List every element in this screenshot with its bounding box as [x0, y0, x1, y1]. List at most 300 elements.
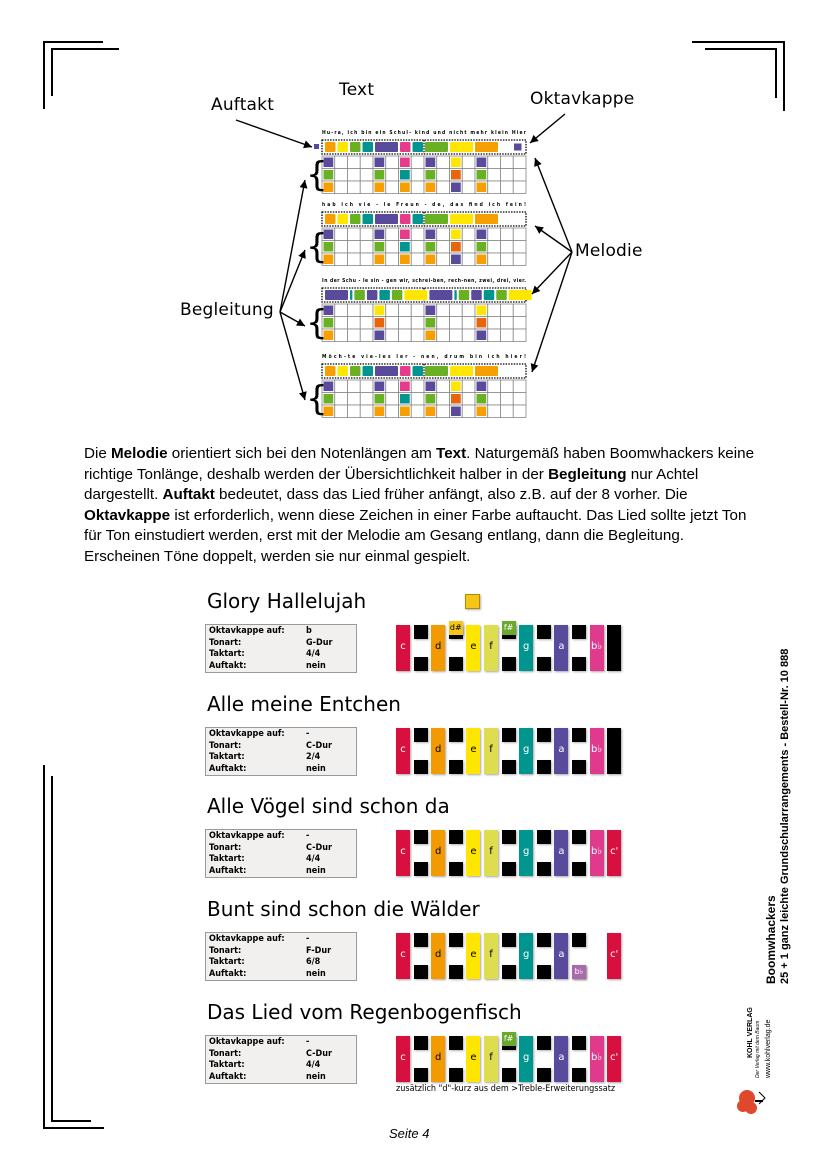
boomwhacker-e [466, 625, 480, 671]
para-text-5: bedeutet, dass das Lied früher anfängt, also z.B. auf der 8 vorher. Die [214, 486, 688, 503]
black-key [502, 728, 516, 742]
accomp-note [477, 255, 487, 265]
black-key [449, 933, 463, 947]
grid-cell [501, 380, 514, 393]
boomwhacker-c-high [607, 933, 621, 979]
explanation-paragraph [84, 444, 764, 567]
melody-note [435, 142, 449, 152]
sidebar-subtitle: 25 + 1 ganz leichte Grundschularrangements - Bestell-Nr. 10 888 [779, 648, 791, 984]
boomwhacker-e [466, 1036, 480, 1082]
note-label: d [435, 846, 442, 857]
note-label: c' [610, 949, 619, 960]
note-label: d [435, 1052, 442, 1063]
accomp-note [477, 158, 487, 168]
note-label: b♭ [591, 846, 603, 857]
note-label: a [558, 1052, 565, 1063]
note-label: c [400, 641, 406, 652]
black-key [572, 657, 586, 671]
publisher-slogan: Der Verlag mit dem Baum [755, 1020, 761, 1078]
grid-cell [462, 304, 475, 317]
grid-cell [462, 317, 475, 330]
info-value-taktart: 2/4 [306, 752, 321, 762]
note-label: e [470, 641, 477, 652]
grid-cell [501, 169, 514, 182]
boomwhacker-d [431, 1036, 445, 1082]
note-label: f [489, 1052, 493, 1063]
melody-note [484, 290, 495, 300]
song-note: zusätzlich "d"-kurz aus dem >Treble-Erweiterungssatz [396, 1084, 616, 1094]
boomwhacker-g [519, 933, 533, 979]
melody-note [385, 214, 399, 224]
black-key [572, 830, 586, 844]
grid-cell [399, 304, 412, 317]
boomwhacker-b-flat: b♭ [572, 965, 586, 979]
grid-cell [501, 181, 514, 194]
grid-cell [513, 317, 526, 330]
grid-cell [386, 169, 399, 182]
boomwhacker-bb-flat [590, 625, 604, 671]
boomwhacker-a [554, 728, 568, 774]
note-label: a [558, 949, 565, 960]
note-label: g [523, 1052, 530, 1063]
note-label: c' [610, 1052, 619, 1063]
frame-corner-bottom-left-outer-v [43, 765, 45, 1129]
note-label: b♭ [591, 744, 603, 755]
para-text-3: . Naturgemäß haben Boomwhackers keine richtige Tonlänge, deshalb werden der Übersichtlichkeit halber in der [84, 445, 755, 483]
melody-note [338, 214, 349, 224]
grid-cell [501, 405, 514, 418]
grid-cell [348, 181, 361, 194]
info-value-taktart: 4/4 [306, 1060, 321, 1070]
para-bold-melodie: Melodie [111, 445, 168, 462]
boomwhacker-c [396, 933, 410, 979]
grid-cell [360, 317, 373, 330]
grid-cell [462, 393, 475, 406]
note-label: b♭ [591, 1052, 603, 1063]
melody-note [338, 142, 349, 152]
black-key [572, 760, 586, 774]
grid-cell [335, 317, 348, 330]
info-key: Taktart: [209, 649, 245, 659]
note-label: c [400, 744, 406, 755]
grid-cell [513, 156, 526, 169]
accomp-note [477, 382, 487, 392]
info-key: Tonart: [209, 842, 242, 853]
black-key [537, 625, 551, 639]
info-value-tonart: C-Dur [306, 1048, 332, 1059]
grid-cell [386, 181, 399, 194]
black-key [414, 965, 428, 979]
black-key [449, 728, 463, 742]
melody-note [413, 366, 424, 376]
melody-note [325, 366, 336, 376]
grid-cell [501, 156, 514, 169]
brace-icon: { [306, 227, 328, 267]
grid-cell [501, 228, 514, 241]
note-label: c [400, 1052, 406, 1063]
arrow-melodie-2-head [535, 226, 544, 234]
melody-note [350, 214, 361, 224]
black-key [414, 657, 428, 671]
note-label: g [523, 846, 530, 857]
accomp-note [451, 158, 461, 168]
black-key [537, 657, 551, 671]
note-label: e [470, 1052, 477, 1063]
accomp-note [451, 242, 461, 252]
melody-note [400, 214, 411, 224]
info-value-oktavkappe: - [306, 831, 310, 841]
boomwhacker-c-high [607, 1036, 621, 1082]
grid-cell [437, 304, 450, 317]
grid-cell [411, 405, 424, 418]
melody-note [392, 290, 403, 300]
para-bold-text: Text [436, 445, 467, 462]
grid-cell [462, 169, 475, 182]
grid-cell [488, 304, 501, 317]
para-text-1: Die [84, 445, 112, 462]
accomp-note [477, 331, 487, 341]
boomwhacker-c-high [607, 830, 621, 876]
boomwhacker-d [431, 933, 445, 979]
boomwhacker-set [396, 625, 626, 671]
black-key [449, 1036, 463, 1050]
note-label: f [489, 949, 493, 960]
melody-note [425, 214, 436, 224]
accomp-note [451, 382, 461, 392]
grid-cell [399, 317, 412, 330]
info-value-auftakt: nein [306, 1071, 326, 1082]
frame-corner-bottom-left-inner-v [51, 776, 53, 1121]
accomp-note [375, 394, 385, 404]
black-key [572, 862, 586, 876]
oktavkappe-color-marker [465, 594, 480, 609]
accomp-note [426, 394, 436, 404]
note-label: a [558, 641, 565, 652]
black-key [449, 830, 463, 844]
arrow-auftakt [236, 120, 312, 147]
info-key: Oktavkappe auf: [209, 934, 285, 944]
song-title: Bunt sind schon die Wälder [207, 897, 480, 921]
melody-note [429, 290, 440, 300]
note-label: d [435, 949, 442, 960]
lyrics-line: hab ich vie - le Freun - de, das find ich fein! [322, 202, 526, 208]
label-oktavkappe: Oktavkappe [530, 89, 635, 109]
publisher-name: KOHL VERLAG [747, 1007, 754, 1058]
grid-cell [501, 241, 514, 254]
grid-cell [437, 241, 450, 254]
grid-cell [488, 253, 501, 266]
grid-cell [437, 156, 450, 169]
grid-cell [513, 380, 526, 393]
grid-cell [411, 329, 424, 342]
black-key [537, 830, 551, 844]
melody-note [450, 366, 461, 376]
page-number: Seite 4 [389, 1126, 430, 1141]
accomp-note [451, 407, 461, 417]
info-key: Tonart: [209, 740, 242, 751]
info-key: Taktart: [209, 957, 245, 967]
label-melodie: Melodie [575, 241, 643, 261]
boomwhacker-c [396, 830, 410, 876]
boomwhacker-a [554, 933, 568, 979]
grid-cell [437, 380, 450, 393]
black-key [502, 965, 516, 979]
grid-cell [513, 169, 526, 182]
boomwhacker-c [396, 625, 410, 671]
grid-cell [513, 228, 526, 241]
melody-note [325, 214, 336, 224]
melody-note [425, 366, 436, 376]
note-label: e [470, 949, 477, 960]
grid-cell [386, 317, 399, 330]
info-key: Oktavkappe auf: [209, 729, 285, 739]
info-value-tonart: F-Dur [306, 945, 332, 956]
lyrics-line: Möch-te vie-les ler - nen, drum bin ich hier! [322, 354, 526, 360]
black-key [414, 728, 428, 742]
boomwhacker-f [484, 625, 498, 671]
melody-note [435, 366, 449, 376]
accomp-note [426, 382, 436, 392]
grid-cell [360, 253, 373, 266]
sidebar-title: Boomwhackers [764, 895, 778, 984]
info-value-oktavkappe: - [306, 1037, 310, 1047]
melody-note [385, 366, 399, 376]
grid-cell [411, 317, 424, 330]
info-value-oktavkappe: - [306, 934, 310, 944]
melody-note [350, 366, 361, 376]
note-label: d [435, 641, 442, 652]
grid-cell [335, 169, 348, 182]
melody-note [375, 366, 386, 376]
note-label: c' [610, 846, 619, 857]
grid-cell [360, 181, 373, 194]
info-key: Tonart: [209, 637, 242, 648]
melody-note [350, 290, 352, 300]
grid-cell [488, 169, 501, 182]
melody-note [485, 366, 499, 376]
grid-cell [386, 380, 399, 393]
grid-cell [450, 317, 463, 330]
song-info-box [205, 624, 357, 673]
black-key [414, 862, 428, 876]
grid-cell [348, 329, 361, 342]
grid-cell [348, 156, 361, 169]
melody-note [414, 290, 428, 300]
melody-note [338, 366, 349, 376]
arrow-melodie-4-head [531, 363, 539, 372]
grid-cell [335, 380, 348, 393]
melody-note [459, 290, 470, 300]
boomwhacker-set [396, 830, 626, 876]
melody-note [460, 142, 474, 152]
boomwhacker-e [466, 933, 480, 979]
black-key [537, 965, 551, 979]
melody-note [335, 290, 349, 300]
grid-cell [437, 253, 450, 266]
boomwhacker-f [484, 728, 498, 774]
grid-cell [411, 169, 424, 182]
black-key [572, 728, 586, 742]
grid-cell [488, 156, 501, 169]
note-label: e [470, 846, 477, 857]
grid-cell [335, 181, 348, 194]
grid-cell [335, 405, 348, 418]
arrow-melodie-3 [532, 252, 572, 294]
melody-note [363, 366, 374, 376]
grid-cell [335, 156, 348, 169]
black-key [572, 1068, 586, 1082]
note-label: g [523, 949, 530, 960]
grid-cell [437, 169, 450, 182]
grid-cell [488, 405, 501, 418]
info-key: Taktart: [209, 1060, 245, 1070]
grid-cell [360, 241, 373, 254]
accomp-note [477, 394, 487, 404]
black-key [449, 1068, 463, 1082]
accomp-note [375, 306, 385, 316]
note-label: c [400, 949, 406, 960]
info-key: Auftakt: [209, 1071, 247, 1082]
grid-cell [399, 329, 412, 342]
grid-cell [462, 241, 475, 254]
grid-cell [513, 329, 526, 342]
black-key [449, 657, 463, 671]
boomwhacker-d [431, 625, 445, 671]
grid-cell [360, 380, 373, 393]
grid-cell [462, 380, 475, 393]
boomwhacker-f [484, 830, 498, 876]
melody-note [485, 142, 499, 152]
grid-cell [360, 393, 373, 406]
grid-cell [348, 253, 361, 266]
boomwhacker-bb-flat [590, 728, 604, 774]
melody-note [379, 290, 390, 300]
black-key [537, 862, 551, 876]
melody-note [404, 290, 415, 300]
publisher-url: www.kohlverlag.de [765, 1019, 772, 1078]
song-info-box [205, 727, 357, 776]
black-key [414, 625, 428, 639]
frame-corner-bottom-left-inner-h [51, 1120, 91, 1122]
para-text-4: nur Achtel dargestellt. [84, 465, 699, 503]
grid-cell [488, 393, 501, 406]
grid-cell [386, 304, 399, 317]
boomwhacker-c [396, 728, 410, 774]
para-bold-begleitung: Begleitung [548, 465, 627, 483]
boomwhacker-d-sharp: d# [449, 621, 463, 635]
boomwhacker-f [484, 933, 498, 979]
note-label: f [489, 641, 493, 652]
accomp-note [477, 407, 487, 417]
accomp-note [426, 242, 436, 252]
info-value-auftakt: nein [306, 660, 326, 671]
grid-cell [335, 393, 348, 406]
boomwhacker-g [519, 625, 533, 671]
para-text-6: ist erforderlich, wenn diese Zeichen in einer Farbe auftaucht. Das Lied sollte jetzt Ton für Ton einstudiert werden, erst mit der Melodie am Gesang entlang, dann die Begleitung. Erscheinen Töne doppelt, werden sie nur einmal gespielt. [84, 506, 747, 565]
boomwhacker-g [519, 830, 533, 876]
info-value-auftakt: nein [306, 968, 326, 979]
accomp-note [400, 183, 410, 193]
grid-cell [360, 405, 373, 418]
song-title: Alle meine Entchen [207, 692, 401, 716]
info-key: Oktavkappe auf: [209, 1037, 285, 1047]
info-value-tonart: C-Dur [306, 842, 332, 853]
melody-note [509, 290, 520, 300]
info-value-tonart: C-Dur [306, 740, 332, 751]
grid-cell [348, 317, 361, 330]
melody-note [485, 214, 499, 224]
grid-cell [437, 228, 450, 241]
grid-cell [348, 241, 361, 254]
grid-cell [386, 329, 399, 342]
grid-cell [513, 393, 526, 406]
black-key [502, 657, 516, 671]
melody-note [460, 214, 474, 224]
accomp-note [375, 170, 385, 180]
note-label: b♭ [591, 641, 603, 652]
note-label: g [523, 641, 530, 652]
grid-cell [335, 253, 348, 266]
grid-cell [488, 380, 501, 393]
melody-note [435, 214, 449, 224]
accomp-note [451, 183, 461, 193]
melody-note [375, 142, 386, 152]
melody-note [363, 142, 374, 152]
lyrics-line: Hu-ra, ich bin ein Schul- kind und nicht mehr klein Hier [322, 130, 527, 136]
black-key [572, 1036, 586, 1050]
melody-note [460, 366, 474, 376]
boomwhacker-a [554, 1036, 568, 1082]
grid-cell [348, 393, 361, 406]
grid-cell [462, 156, 475, 169]
grid-cell [513, 304, 526, 317]
boomwhacker-e [466, 728, 480, 774]
accomp-note [477, 170, 487, 180]
label-auftakt: Auftakt [211, 95, 275, 115]
grid-cell [501, 317, 514, 330]
grid-cell [386, 253, 399, 266]
melody-note [325, 290, 336, 300]
black-key [449, 760, 463, 774]
grid-cell [411, 241, 424, 254]
label-text: Text [339, 80, 375, 100]
black-key [449, 862, 463, 876]
boomwhacker-d [431, 830, 445, 876]
black-key [414, 760, 428, 774]
info-value-oktavkappe: - [306, 729, 310, 739]
accomp-note [451, 170, 461, 180]
accomp-note [400, 230, 410, 240]
info-key: Oktavkappe auf: [209, 831, 285, 841]
info-value-tonart: G-Dur [306, 637, 333, 648]
boomwhacker-bb-flat [590, 830, 604, 876]
grid-cell [437, 405, 450, 418]
song-title: Das Lied vom Regenbogenfisch [207, 1000, 522, 1024]
black-key [502, 862, 516, 876]
grid-cell [488, 181, 501, 194]
grid-cell [501, 253, 514, 266]
melody-note [367, 290, 378, 300]
grid-cell [386, 405, 399, 418]
grid-cell [348, 169, 361, 182]
boomwhacker-set [396, 1036, 626, 1082]
note-label: a [558, 744, 565, 755]
grid-cell [348, 405, 361, 418]
melody-note [518, 290, 532, 300]
black-key [537, 760, 551, 774]
black-key [414, 1068, 428, 1082]
black-key [537, 728, 551, 742]
